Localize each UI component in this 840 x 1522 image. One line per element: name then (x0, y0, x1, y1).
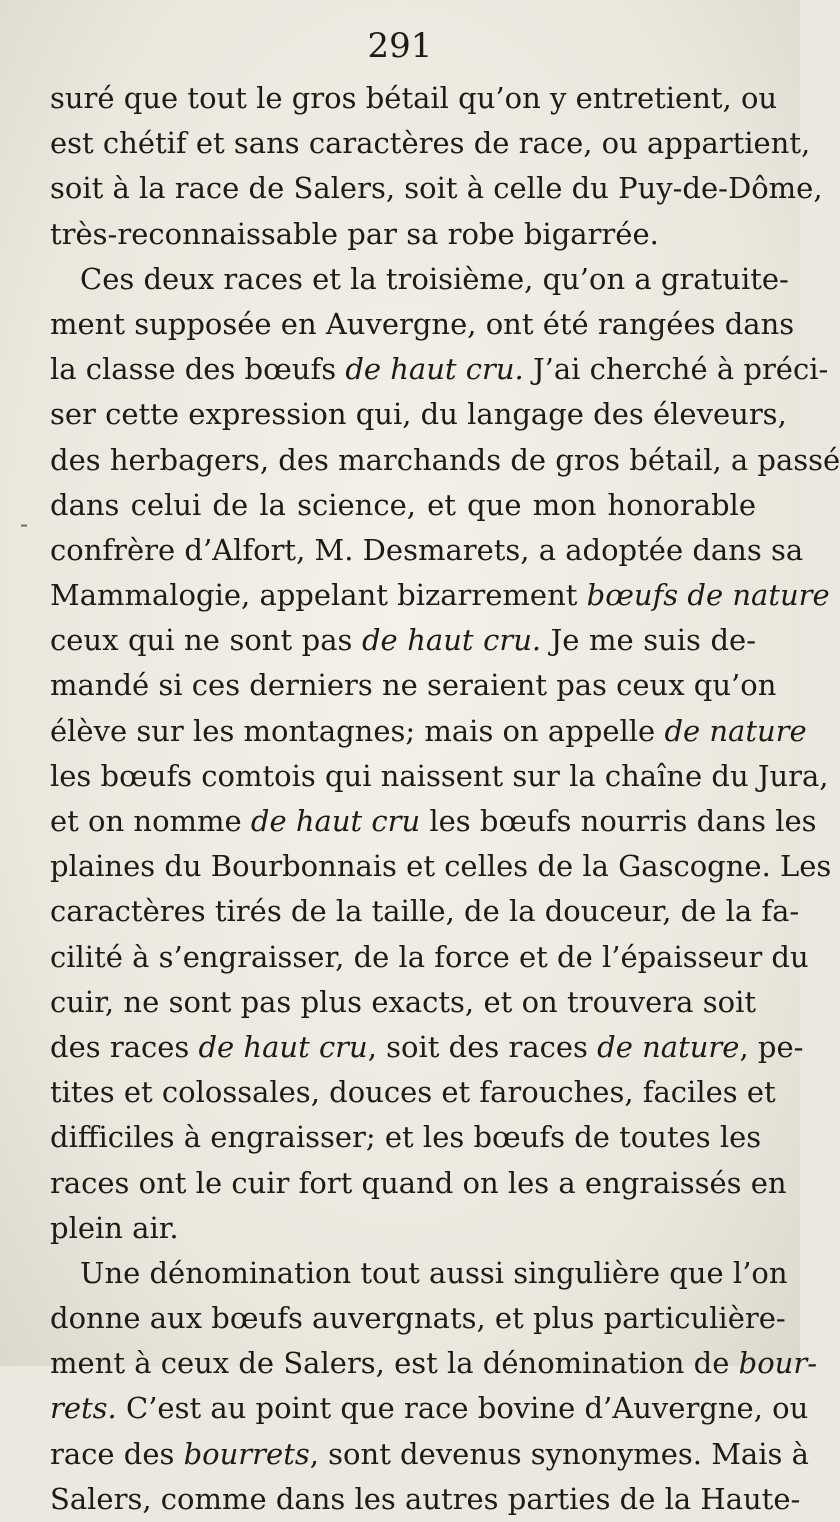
text-line (50, 1341, 817, 1386)
text-segment: ceux qui ne sont pas (50, 623, 362, 658)
text-line (50, 889, 800, 934)
text-line (50, 1025, 804, 1070)
text-line (50, 302, 795, 347)
text-line (50, 121, 811, 166)
text-line (50, 663, 777, 708)
text-segment: et on nomme (50, 804, 251, 838)
text-segment: ment à ceux de Salers, est la dénomination de (50, 1346, 739, 1381)
body-text (50, 76, 840, 1522)
text-line (50, 844, 832, 889)
italic-text: de nature (664, 713, 807, 748)
text-line (50, 573, 830, 618)
text-segment: plaines du Bourbonnais et celles de la Gascogne. Les (50, 849, 832, 884)
text-line (50, 1115, 762, 1160)
text-segment: J’ai cherché à préci- (523, 352, 829, 387)
text-line (50, 212, 756, 257)
italic-text: de haut cru (198, 1029, 368, 1064)
text-line (50, 1206, 756, 1251)
text-line (50, 347, 829, 392)
text-line (50, 1161, 787, 1206)
italic-text: de haut cru. (361, 623, 542, 658)
italic-text: rets. (50, 1391, 117, 1426)
text-segment: ment supposée en Auvergne, ont été rangées dans (50, 306, 795, 341)
text-line (50, 618, 756, 663)
text-segment: la classe des bœufs (50, 352, 346, 387)
text-segment: des herbagers, des marchands de gros bétail, a passé (50, 442, 840, 477)
italic-text: bourrets (183, 1436, 310, 1471)
text-segment: des races (50, 1029, 199, 1064)
text-segment: races ont le cuir fort quand on les a engraissés en (50, 1165, 787, 1200)
text-segment: suré que tout le gros bétail qu’on y entretient, ou (50, 81, 778, 115)
text-segment: C’est au point que race bovine d’Auvergne, ou (116, 1391, 809, 1426)
italic-text: de haut cru. (345, 352, 524, 387)
text-line (50, 166, 823, 211)
text-line (50, 1432, 809, 1477)
text-segment: les bœufs nourris dans les (420, 804, 817, 838)
text-line (50, 257, 789, 302)
text-line (50, 799, 817, 844)
text-segment: dans celui de la science, et que mon honorable (50, 487, 756, 522)
text-line (50, 1386, 809, 1431)
italic-text: bour- (738, 1346, 817, 1381)
text-line (50, 1296, 786, 1341)
text-line (50, 980, 756, 1025)
text-line (50, 76, 778, 121)
text-segment: Salers, comme dans les autres parties de la Haute- (50, 1481, 801, 1516)
text-segment: cilité à s’engraisser, de la force et de l’épaisseur du (50, 939, 809, 974)
italic-text: de nature (597, 1029, 740, 1064)
text-line (50, 754, 829, 799)
italic-text: de haut cru (250, 804, 421, 838)
margin-mark: - (20, 510, 29, 538)
text-segment: ser cette expression qui, du langage des éleveurs, (50, 397, 787, 432)
text-line (50, 483, 756, 528)
text-segment: , pe- (739, 1029, 804, 1064)
text-line (50, 935, 809, 980)
text-segment: Une dénomination tout aussi singulière que l’on (80, 1255, 788, 1290)
text-segment: confrère d’Alfort, M. Desmarets, a adoptée dans sa (50, 532, 804, 567)
text-segment: Ces deux races et la troisième, qu’on a gratuite- (80, 261, 789, 296)
text-line (50, 709, 807, 754)
text-segment: Mammalogie, appelant bizarrement (50, 578, 587, 613)
text-segment: très-reconnaissable par sa robe bigarrée. (50, 216, 659, 251)
text-line (50, 392, 787, 437)
text-segment: , sont devenus synonymes. Mais à (309, 1436, 809, 1471)
text-segment: , soit des races (367, 1029, 598, 1064)
text-segment: mandé si ces derniers ne seraient pas ceux qu’on (50, 668, 777, 703)
text-line (50, 1070, 776, 1115)
text-segment: cuir, ne sont pas plus exacts, et on trouvera soit (50, 984, 756, 1019)
text-segment: soit à la race de Salers, soit à celle du Puy-de-Dôme, (50, 171, 823, 206)
text-segment: Je me suis de- (541, 623, 757, 658)
text-line (50, 1477, 801, 1522)
text-segment: tites et colossales, douces et farouches, faciles et (50, 1075, 776, 1110)
text-line (50, 528, 804, 573)
text-segment: donne aux bœufs auvergnats, et plus particulière- (50, 1301, 786, 1336)
italic-text: bœufs de nature (586, 578, 830, 613)
text-segment: race des (50, 1436, 184, 1471)
text-segment: est chétif et sans caractères de race, ou appartient, (50, 126, 811, 161)
text-segment: caractères tirés de la taille, de la douceur, de la fa- (50, 894, 800, 929)
text-segment: élève sur les montagnes; mais on appelle (50, 713, 665, 748)
text-line (50, 1251, 788, 1296)
text-segment: plein air. (50, 1210, 179, 1245)
text-segment: les bœufs comtois qui naissent sur la chaîne du Jura, (50, 758, 829, 793)
text-line (50, 438, 840, 483)
text-segment: difficiles à engraisser; et les bœufs de toutes les (50, 1120, 762, 1155)
page-number: 291 (367, 26, 433, 66)
